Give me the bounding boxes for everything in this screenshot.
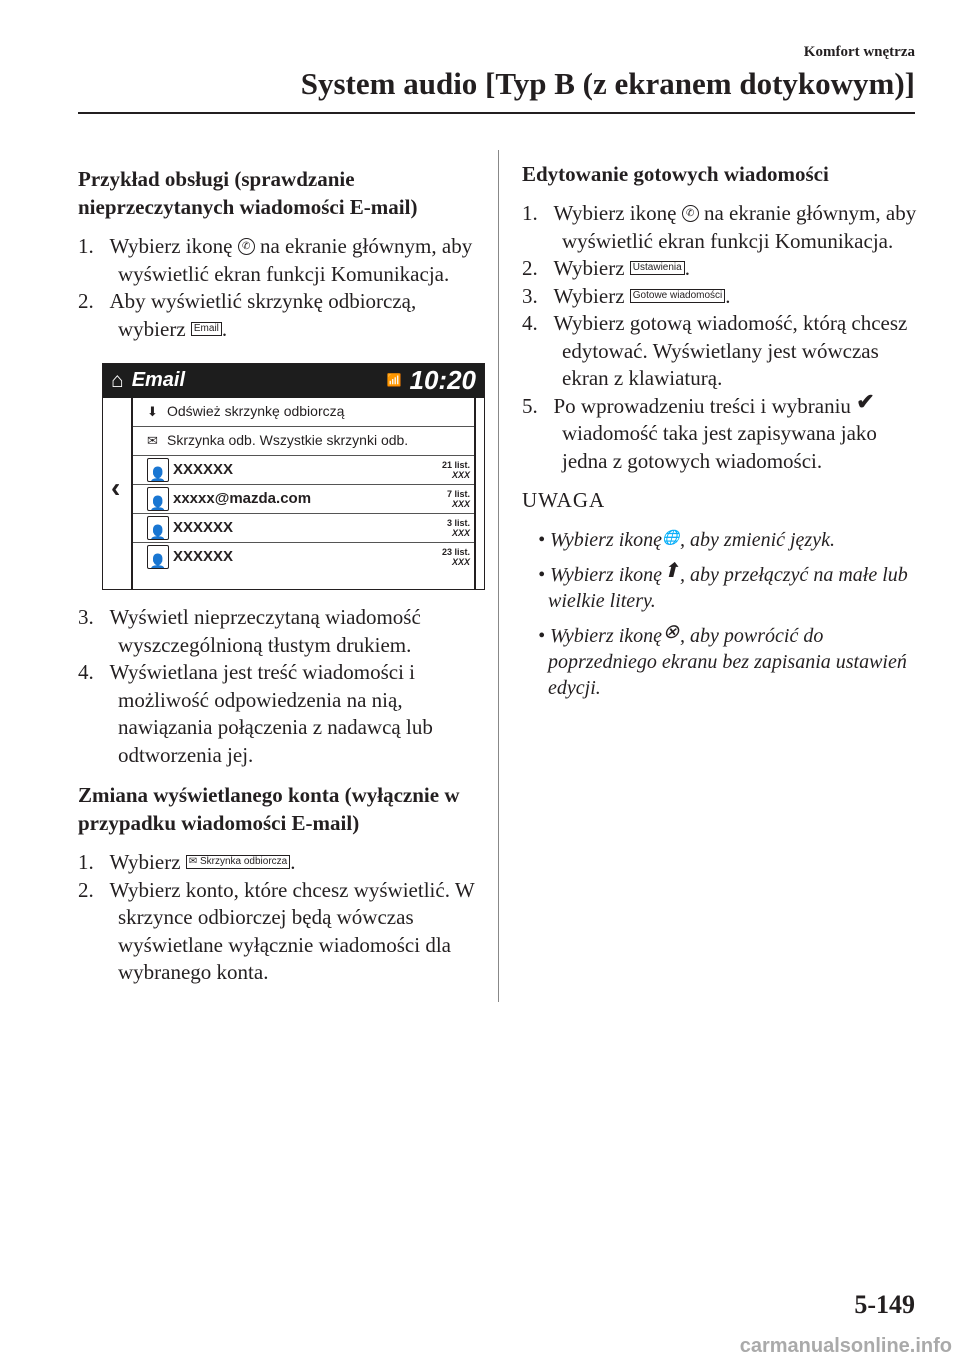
steps-list	[78, 604, 483, 769]
step: 4. Wyświetlana jest treść wiadomości i możliwość odpowiedzenia na nią, nawiązania połączenia z nadawcą lub odtworzenia jej.	[78, 660, 433, 767]
screen-title: Email	[131, 369, 186, 392]
globe-icon: 🌐	[662, 530, 680, 546]
envelope-icon: ✉	[147, 433, 158, 449]
communication-icon: ✆	[238, 238, 255, 255]
account-row: 👤 XXXXXX 21 list. XXX	[133, 456, 474, 485]
inbox-button: ✉ Skrzynka odbiorcza	[186, 855, 290, 869]
heading-change-account: Zmiana wyświetlanego konta (wyłącznie w przypadku wiadomości E-mail)	[78, 783, 460, 835]
download-icon: ⬇	[147, 404, 158, 420]
left-column	[78, 165, 483, 999]
step: 4. Wybierz gotową wiadomość, którą chcesz edytować. Wyświetlany jest wówczas ekran z klawiaturą.	[522, 311, 908, 390]
contact-icon: 👤	[147, 487, 169, 511]
page-title: System audio [Typ B (z ekranem dotykowym)]	[300, 66, 915, 101]
notes-list	[522, 527, 917, 701]
steps-list	[78, 849, 483, 987]
step: 5. Po wprowadzeniu treści i wybraniu ✔ wiadomość taka jest zapisywana jako jedna z gotowych wiadomości.	[522, 388, 877, 473]
step: 2. Aby wyświetlić skrzynkę odbiorczą, wybierz Email .	[78, 289, 417, 341]
email-screen-illustration	[102, 363, 485, 590]
contact-icon: 👤	[147, 516, 169, 540]
email-button: Email	[191, 322, 222, 336]
note-item: • Wybierz ikonę🌐, aby zmienić język.	[538, 528, 835, 551]
heading-example: Przykład obsługi (sprawdzanie nieprzeczytanych wiadomości E-mail)	[78, 167, 418, 219]
checkmark-icon: ✔	[856, 388, 875, 414]
email-list	[131, 398, 476, 589]
step: 2. Wybierz konto, które chcesz wyświetlić. W skrzynce odbiorczej będą wówczas wyświetlane wyłącznie wiadomości dla wybranego konta.	[78, 877, 475, 984]
clock: 10:20	[409, 365, 476, 396]
page-number: 5-149	[854, 1290, 915, 1319]
ready-messages-button: Gotowe wiadomości	[630, 289, 725, 303]
communication-icon: ✆	[682, 205, 699, 222]
step: 3. Wyświetl nieprzeczytaną wiadomość wyszczególnioną tłustym drukiem.	[78, 605, 421, 657]
note-item: • Wybierz ikonę⬆, aby przełączyć na małe lub wielkie litery.	[538, 559, 908, 612]
steps-list	[78, 233, 483, 343]
steps-list	[522, 200, 917, 475]
screen-title-bar	[103, 364, 484, 398]
column-divider	[498, 150, 499, 1002]
inbox-row: ✉ Skrzynka odb. Wszystkie skrzynki odb.	[133, 427, 474, 456]
step: 3. Wybierz Gotowe wiadomości .	[522, 283, 731, 308]
refresh-row: ⬇ Odśwież skrzynkę odbiorczą	[133, 398, 474, 427]
contact-icon: 👤	[147, 545, 169, 569]
watermark: carmanualsonline.info	[739, 1335, 952, 1357]
header-rule	[78, 112, 915, 114]
step: 1. Wybierz ✉ Skrzynka odbiorcza .	[78, 850, 296, 874]
step: 2. Wybierz Ustawienia .	[522, 256, 690, 280]
note-item: • Wybierz ikonę⊗, aby powrócić do poprzedniego ekranu bez zapisania ustawień edycji.	[538, 620, 907, 699]
account-row: 👤 XXXXXX 3 list. XXX	[133, 514, 474, 543]
settings-button: Ustawienia	[630, 261, 685, 275]
heading-edit-messages: Edytowanie gotowych wiadomości	[522, 162, 829, 186]
section-name: Komfort wnętrza	[803, 44, 915, 60]
step: 1. Wybierz ikonę ✆ na ekranie głównym, aby wyświetlić ekran funkcji Komunikacja.	[78, 234, 473, 286]
home-icon: ⌂	[111, 369, 124, 393]
contact-icon: 👤	[147, 458, 169, 482]
shift-arrow-icon: ⬆	[662, 559, 680, 582]
right-column	[522, 160, 917, 710]
account-row: 👤 XXXXXX 23 list. XXX	[133, 543, 474, 571]
cancel-icon: ⊗	[662, 620, 680, 643]
step: 1. Wybierz ikonę ✆ na ekranie głównym, aby wyświetlić ekran funkcji Komunikacja.	[522, 201, 917, 253]
note-label: UWAGA	[522, 488, 606, 512]
account-row: 👤 xxxxx@mazda.com 7 list. XXX	[133, 485, 474, 514]
signal-icon: 📶	[386, 373, 402, 388]
back-arrow-icon: ‹	[111, 472, 121, 503]
